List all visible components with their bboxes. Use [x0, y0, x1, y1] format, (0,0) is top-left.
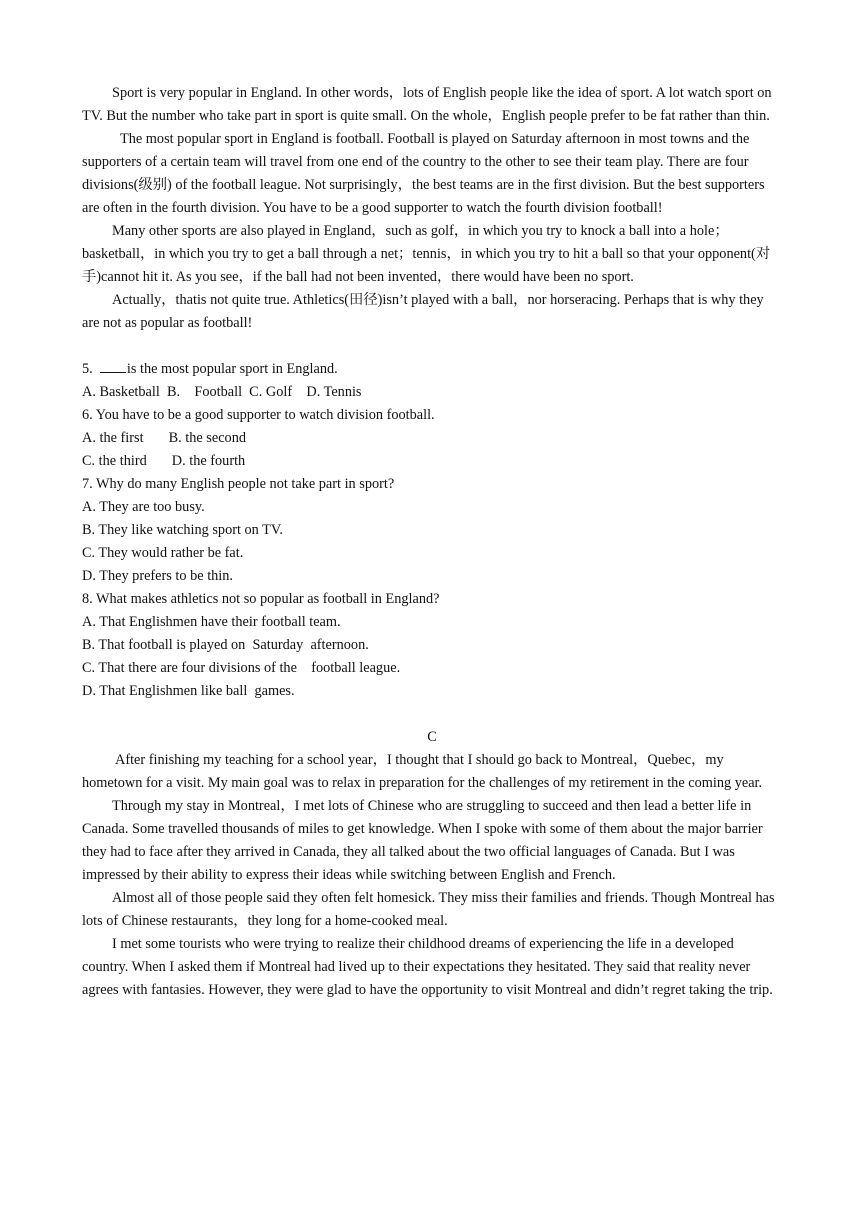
question-stem: 8. What makes athletics not so popular as football in England?: [82, 591, 440, 607]
passage-b-paragraph-2: The most popular sport in England is football. Football is played on Saturday afternoon in most towns and the supporters of a certain team will travel from one end of the country to the other to see their team play. There are four divisions(级别) of the football league. Not surprisingly，the best teams are in the first division. But the best supporters are often in the fourth division. You have to be a good supporter to watch the fourth division football!: [82, 131, 765, 216]
question-options: A. Basketball B. Football C. Golf D. Tennis: [82, 384, 362, 400]
passage-c-paragraph-2: Through my stay in Montreal，I met lots of Chinese who are struggling to succeed and then lead a better life in Canada. Some travelled thousands of miles to get knowledge. When I spoke with some of them about the major barrier they had to face after they arrived in Canada, they all talked about the two official languages of Canada. But I was impressed by their ability to express their ideas while switching between English and French.: [82, 798, 763, 883]
question-option-b: B. That football is played on Saturday afternoon.: [82, 637, 369, 653]
spacer: [82, 703, 782, 726]
question-option-d: D. They prefers to be thin.: [82, 568, 234, 584]
question-text: is the most popular sport in England.: [126, 361, 338, 377]
question-5: [82, 358, 782, 404]
question-7: [82, 473, 782, 588]
answer-blank: [100, 358, 126, 373]
question-option-c: C. That there are four divisions of the football league.: [82, 660, 401, 676]
passage-b-paragraph-1: Sport is very popular in England. In other words，lots of English people like the idea of sport. A lot watch sport on TV. But the number who take part in sport is quite small. On the whole，English people prefer to be fat rather than thin.: [82, 85, 772, 124]
question-option-a: A. They are too busy.: [82, 499, 205, 515]
question-stem: 6. You have to be a good supporter to watch division football.: [82, 407, 435, 423]
passage-b-paragraph-3: Many other sports are also played in England，such as golf，in which you try to knock a ball into a hole；basketball，in which you try to get a ball through a net；tennis，in which you try to hit a ball so that your opponent(对手)cannot hit it. As you see，if the ball had not been invented，there would have been no sport.: [82, 223, 771, 285]
spacer: [82, 335, 782, 358]
question-8: [82, 588, 782, 703]
passage-b-paragraph-4: Actually，thatis not quite true. Athletics(田径)isn’t played with a ball，nor horseracing. Perhaps that is why they are not as popular as football!: [82, 292, 764, 331]
passage-c-paragraph-4: I met some tourists who were trying to realize their childhood dreams of experiencing the life in a developed country. When I asked them if Montreal had lived up to their expectations they hesitated. They said that reality never agrees with fantasies. However, they were glad to have the opportunity to visit Montreal and didn’t regret taking the trip.: [82, 936, 773, 998]
question-option-row: A. the first B. the second: [82, 430, 246, 446]
document-page: [82, 82, 782, 1002]
section-heading: C: [427, 729, 437, 745]
question-6: [82, 404, 782, 473]
passage-c-paragraph-1: After finishing my teaching for a school year，I thought that I should go back to Montreal，Quebec，my hometown for a visit. My main goal was to relax in preparation for the challenges of my retirement in the coming year.: [82, 752, 763, 791]
question-option-row: C. the third D. the fourth: [82, 453, 246, 469]
question-number: 5.: [82, 361, 100, 377]
question-option-a: A. That Englishmen have their football team.: [82, 614, 341, 630]
question-option-d: D. That Englishmen like ball games.: [82, 683, 295, 699]
passage-c-paragraph-3: Almost all of those people said they often felt homesick. They miss their families and friends. Though Montreal has lots of Chinese restaurants，they long for a home-cooked meal.: [82, 890, 775, 929]
question-stem: [82, 358, 782, 381]
question-option-c: C. They would rather be fat.: [82, 545, 244, 561]
question-option-b: B. They like watching sport on TV.: [82, 522, 283, 538]
question-stem: 7. Why do many English people not take part in sport?: [82, 476, 395, 492]
